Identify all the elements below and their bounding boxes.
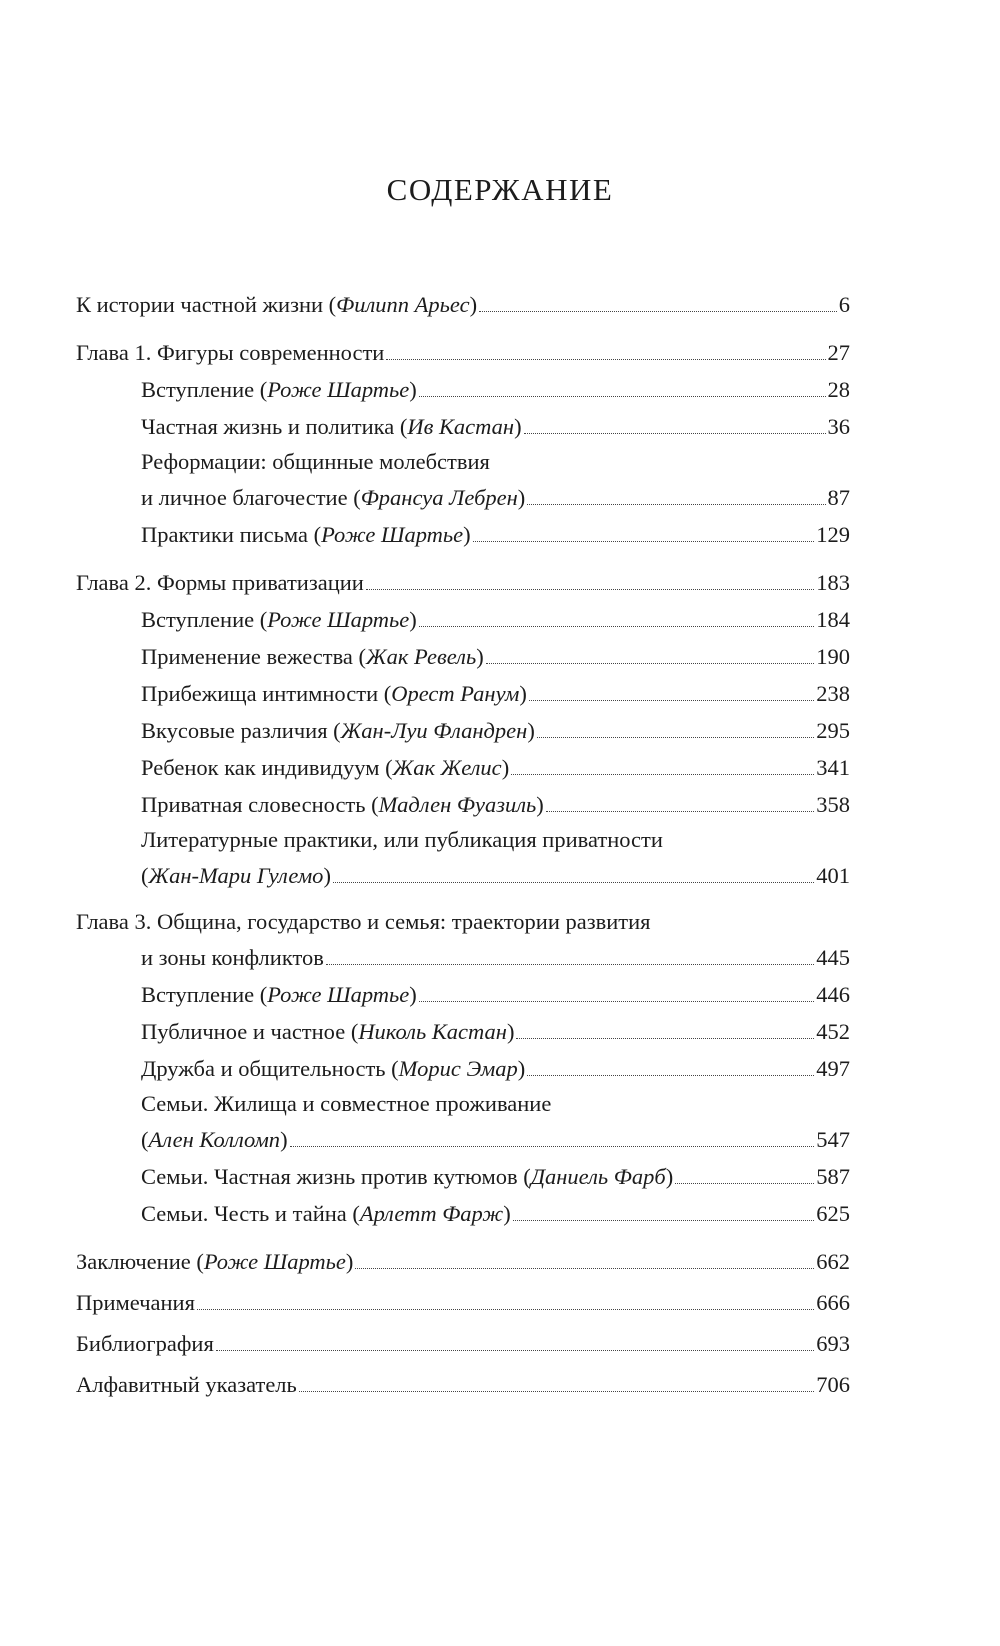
dot-leader — [197, 1309, 814, 1310]
entry-author: Филипп Арьес — [336, 292, 470, 317]
page-number: 693 — [816, 1331, 850, 1356]
entry-author: Жан-Луи Фландрен — [340, 718, 528, 743]
toc-entry[interactable]: Частная жизнь и политика (Ив Кастан) 36 — [76, 408, 850, 445]
toc-entry[interactable]: Вкусовые различия (Жан-Луи Фландрен) 295 — [76, 712, 850, 749]
entry-title: Вступление ( — [141, 607, 268, 632]
entry-author: Роже Шартье — [321, 522, 464, 547]
dot-leader — [527, 1075, 814, 1076]
page-number: 497 — [816, 1056, 850, 1081]
entry-title: К истории частной жизни ( — [76, 292, 337, 317]
dot-leader — [527, 504, 825, 505]
entry-title: Заключение ( — [76, 1249, 204, 1274]
page-number: 662 — [816, 1249, 850, 1274]
toc-entry[interactable]: Семьи. Честь и тайна (Арлетт Фарж) 625 — [76, 1195, 850, 1232]
page-number: 129 — [816, 522, 850, 547]
page-number: 184 — [816, 607, 850, 632]
dot-leader — [479, 311, 837, 312]
page-number: 706 — [816, 1372, 850, 1397]
page-number: 36 — [827, 414, 850, 439]
toc-entry[interactable]: Вступление (Роже Шартье) 28 — [76, 371, 850, 408]
chapter-title-line[interactable]: Глава 3. Община, государство и семья: траектории развития — [76, 909, 651, 934]
toc-entry[interactable]: Практики письма (Роже Шартье) 129 — [76, 516, 850, 553]
entry-title: Примечания — [76, 1290, 195, 1315]
toc-entry-index[interactable] — [76, 1366, 850, 1403]
page-number: 295 — [816, 718, 850, 743]
dot-leader — [419, 1001, 815, 1002]
entry-title-line[interactable]: Литературные практики, или публикация приватности — [141, 827, 663, 852]
entry-title: Вкусовые различия ( — [141, 718, 341, 743]
toc-entry-conclusion[interactable]: Заключение (Роже Шартье) 662 — [76, 1243, 850, 1280]
dot-leader — [386, 359, 825, 360]
entry-author: Орест Ранум — [391, 681, 520, 706]
dot-leader — [537, 737, 814, 738]
entry-title: Прибежища интимности ( — [141, 681, 392, 706]
entry-author: Жак Ревель — [366, 644, 477, 669]
page-number: 87 — [827, 485, 850, 510]
page-number: 587 — [816, 1164, 850, 1189]
entry-title: Вступление ( — [141, 982, 268, 1007]
entry-title: Дружба и общительность ( — [141, 1056, 399, 1081]
entry-title-line[interactable]: Семьи. Жилища и совместное проживание — [141, 1091, 552, 1116]
entry-author: Роже Шартье — [267, 982, 410, 1007]
toc-entry[interactable]: Приватная словесность (Мадлен Фуазиль) 358 — [76, 786, 850, 823]
page-number: 452 — [816, 1019, 850, 1044]
toc-entry-notes[interactable] — [76, 1284, 850, 1321]
page-number: 446 — [816, 982, 850, 1007]
dot-leader — [419, 396, 826, 397]
toc-entry[interactable]: (Жан-Мари Гулемо) 401 — [76, 857, 850, 894]
dot-leader — [513, 1220, 815, 1221]
toc-entry[interactable]: Ребенок как индивидуум (Жак Желис) 341 — [76, 749, 850, 786]
entry-title: Ребенок как индивидуум ( — [141, 755, 393, 780]
page-number: 28 — [827, 377, 850, 402]
entry-author: Роже Шартье — [267, 377, 410, 402]
dot-leader — [486, 663, 815, 664]
toc-entry[interactable]: Семьи. Частная жизнь против кутюмов (Даниель Фарб) 587 — [76, 1158, 850, 1195]
entry-author: Жан-Мари Гулемо — [148, 863, 324, 888]
page-number: 445 — [816, 945, 850, 970]
entry-title: Семьи. Частная жизнь против кутюмов ( — [141, 1164, 531, 1189]
page-number: 341 — [816, 755, 850, 780]
toc-entry[interactable]: Вступление (Роже Шартье) 184 — [76, 601, 850, 638]
toc-entry-intro[interactable]: К истории частной жизни (Филипп Арьес) 6 — [76, 286, 850, 323]
entry-author: Арлетт Фарж — [359, 1201, 504, 1226]
entry-title: Алфавитный указатель — [76, 1372, 297, 1397]
chapter-title: Глава 1. Фигуры современности — [76, 340, 385, 365]
page-title: СОДЕРЖАНИЕ — [386, 172, 614, 207]
toc-entry[interactable]: Дружба и общительность (Морис Эмар) 497 — [76, 1050, 850, 1087]
entry-author: Николь Кастан — [358, 1019, 507, 1044]
toc-entry[interactable]: Применение вежества (Жак Ревель) 190 — [76, 638, 850, 675]
dot-leader — [524, 433, 826, 434]
entry-title: и личное благочестие ( — [141, 485, 361, 510]
dot-leader — [290, 1146, 815, 1147]
toc-entry[interactable]: (Ален Колломп) 547 — [76, 1121, 850, 1158]
entry-author: Роже Шартье — [203, 1249, 346, 1274]
dot-leader — [216, 1350, 814, 1351]
page-number: 358 — [816, 792, 850, 817]
entry-title-line[interactable]: Реформации: общинные молебствия — [141, 449, 490, 474]
entry-title: Библиография — [76, 1331, 214, 1356]
dot-leader — [333, 882, 814, 883]
page-number: 625 — [816, 1201, 850, 1226]
entry-title: ( — [141, 863, 149, 888]
toc-entry[interactable]: Прибежища интимности (Орест Ранум) 238 — [76, 675, 850, 712]
entry-title: Приватная словесность ( — [141, 792, 379, 817]
toc-chapter-3[interactable] — [76, 939, 850, 976]
page-number: 190 — [816, 644, 850, 669]
toc-entry[interactable]: Публичное и частное (Николь Кастан) 452 — [76, 1013, 850, 1050]
page-number: 238 — [816, 681, 850, 706]
dot-leader — [366, 589, 814, 590]
dot-leader — [529, 700, 814, 701]
dot-leader — [419, 626, 815, 627]
entry-author: Франсуа Лебрен — [360, 485, 518, 510]
toc-chapter-2[interactable] — [76, 564, 850, 601]
entry-title: Публичное и частное ( — [141, 1019, 359, 1044]
page-number: 666 — [816, 1290, 850, 1315]
page-number: 27 — [827, 340, 850, 365]
entry-author: Даниель Фарб — [530, 1164, 666, 1189]
entry-author: Жак Желис — [392, 755, 502, 780]
toc-chapter-1[interactable] — [76, 334, 850, 371]
entry-author: Роже Шартье — [267, 607, 410, 632]
entry-title: Применение вежества ( — [141, 644, 367, 669]
toc-entry[interactable]: Вступление (Роже Шартье) 446 — [76, 976, 850, 1013]
dot-leader — [516, 1038, 814, 1039]
page-number: 401 — [816, 863, 850, 888]
entry-author: Ален Колломп — [148, 1127, 281, 1152]
entry-author: Мадлен Фуазиль — [378, 792, 537, 817]
entry-title: Семьи. Честь и тайна ( — [141, 1201, 360, 1226]
chapter-title: Глава 2. Формы приватизации — [76, 570, 364, 595]
dot-leader — [326, 964, 814, 965]
dot-leader — [473, 541, 815, 542]
chapter-title: и зоны конфликтов — [141, 945, 324, 970]
table-of-contents — [76, 286, 850, 1403]
toc-entry-bibliography[interactable] — [76, 1325, 850, 1362]
dot-leader — [675, 1183, 814, 1184]
dot-leader — [299, 1391, 814, 1392]
dot-leader — [546, 811, 814, 812]
page-number: 183 — [816, 570, 850, 595]
dot-leader — [511, 774, 814, 775]
page-number: 6 — [838, 292, 850, 317]
page-number: 547 — [816, 1127, 850, 1152]
entry-author: Ив Кастан — [407, 414, 515, 439]
entry-author: Морис Эмар — [398, 1056, 518, 1081]
entry-title: ( — [141, 1127, 149, 1152]
toc-entry[interactable]: и личное благочестие (Франсуа Лебрен) 87 — [76, 479, 850, 516]
dot-leader — [355, 1268, 814, 1269]
entry-title: Практики письма ( — [141, 522, 322, 547]
entry-title: Частная жизнь и политика ( — [141, 414, 408, 439]
entry-title: Вступление ( — [141, 377, 268, 402]
